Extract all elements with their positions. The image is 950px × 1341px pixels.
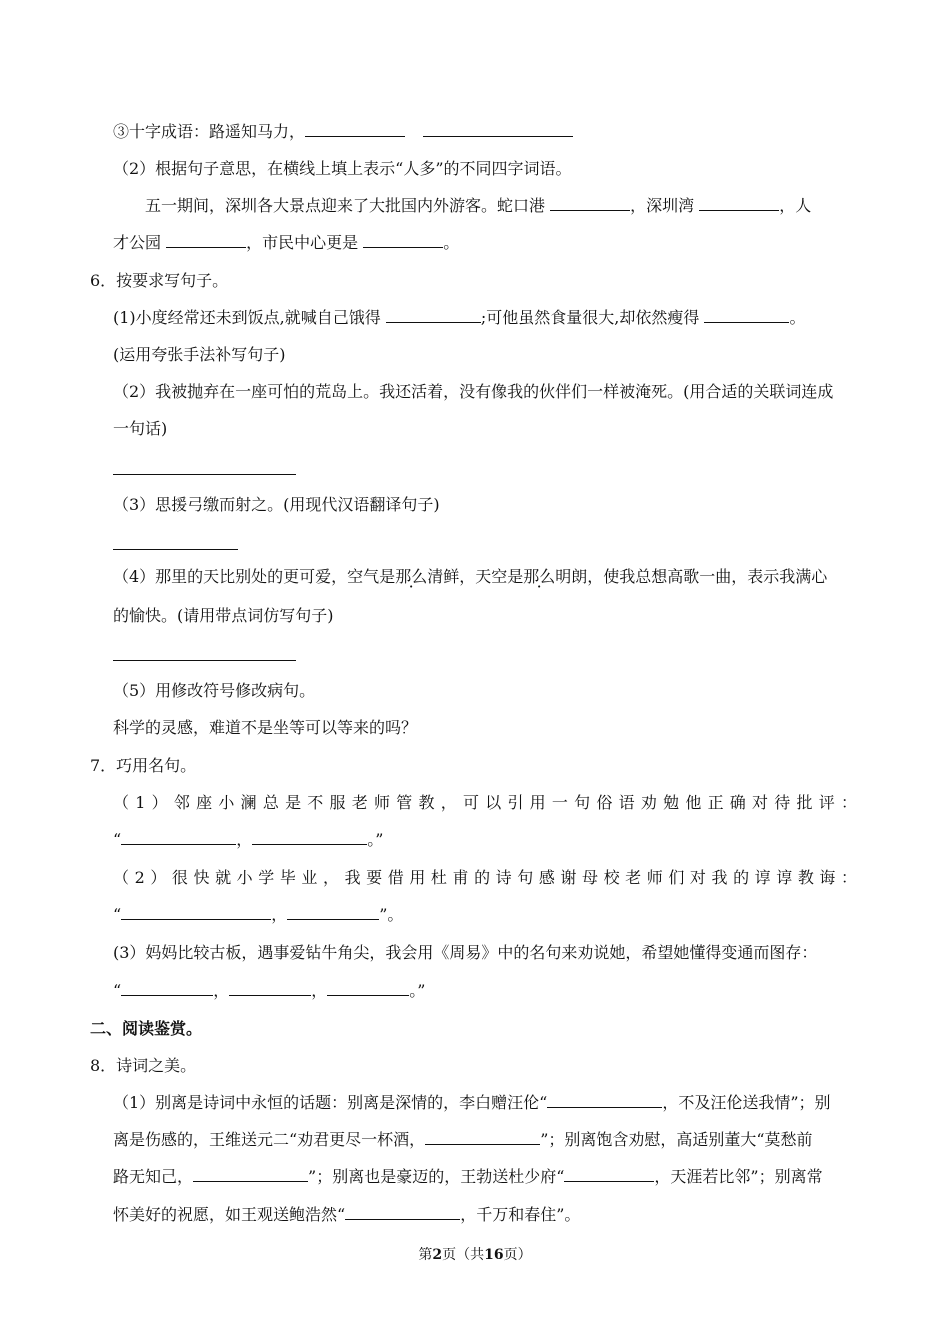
q7-s3: (3）妈妈比较古板，遇事爱钻牛角尖，我会用《周易》中的名句来劝说她，希望她懂得变通而图存： xyxy=(113,943,818,962)
q5-sub2-title: （2）根据句子意思，在横线上填上表示“人多”的不同四字词语。 xyxy=(113,159,572,178)
q7-s1: （1）邻座小澜总是不服老师管教，可以引用一句俗语劝勉他正确对待批评： xyxy=(113,793,857,812)
answer-blank[interactable] xyxy=(121,905,271,920)
answer-blank[interactable] xyxy=(550,196,630,211)
total-pages: 16 xyxy=(484,1247,504,1263)
q6-s1: (1)小度经常还未到饭点,就喊自己饿得 ;可他虽然食量很大,却依然瘦得 。 xyxy=(113,308,806,327)
answer-blank[interactable] xyxy=(363,233,443,248)
answer-blank[interactable] xyxy=(425,1130,540,1145)
answer-blank[interactable] xyxy=(305,122,405,137)
answer-blank[interactable] xyxy=(166,233,246,248)
answer-blank[interactable] xyxy=(564,1167,654,1182)
answer-blank[interactable] xyxy=(287,905,379,920)
q6-s4-line1: （4）那里的天比别处的更可爱，空气是那么清鲜，天空是那么明朗，使我总想高歌一曲，表示我满心 xyxy=(113,567,828,586)
q8-line4: 怀美好的祝愿，如王观送鲍浩然“ ，千万和春住”。 xyxy=(113,1205,581,1224)
q5-sub2-text-2: 才公园 ，市民中心更是 。 xyxy=(113,233,460,252)
answer-line[interactable] xyxy=(113,660,296,661)
answer-blank[interactable] xyxy=(345,1205,460,1220)
q5-sub2-text: 五一期间，深圳各大景点迎来了大批国内外游客。蛇口港 ，深圳湾 ，人 xyxy=(145,196,812,215)
q8-title: 8．诗词之美。 xyxy=(90,1056,197,1075)
answer-blank[interactable] xyxy=(229,981,311,996)
q6-s3: （3）思援弓缴而射之。(用现代汉语翻译句子) xyxy=(113,495,440,514)
q6-title: 6．按要求写句子。 xyxy=(90,271,229,290)
q6-s2-line1: （2）我被抛弃在一座可怕的荒岛上。我还活着，没有像我的伙伴们一样被淹死。(用合适的关联词连成 xyxy=(113,382,834,401)
q7-s2: （2）很快就小学毕业，我要借用杜甫的诗句感谢母校老师们对我的谆谆教诲： xyxy=(113,868,857,887)
page-footer: 第2页（共16页） xyxy=(418,1247,532,1263)
q6-s5-title: （5）用修改符号修改病句。 xyxy=(113,681,316,700)
q7-s1-answer: “ ， 。” xyxy=(113,830,384,849)
answer-blank[interactable] xyxy=(547,1093,662,1108)
q6-s2-line2: 一句话) xyxy=(113,419,168,438)
section-heading: 二、阅读鉴赏。 xyxy=(90,1019,203,1038)
q5-item3: ③十字成语：路遥知马力， xyxy=(113,121,573,143)
q6-s1-note: (运用夸张手法补写句子) xyxy=(113,345,286,364)
q7-s2-answer: “ ， ”。 xyxy=(113,905,404,924)
q6-s4-line2: 的愉快。(请用带点词仿写句子) xyxy=(113,606,334,625)
answer-blank[interactable] xyxy=(121,981,213,996)
q7-title: 7．巧用名句。 xyxy=(90,756,197,775)
answer-blank[interactable] xyxy=(386,308,481,323)
answer-blank[interactable] xyxy=(423,122,573,137)
answer-blank[interactable] xyxy=(327,981,409,996)
emphasis-dots: 那么 xyxy=(395,567,428,586)
q8-line2: 离是伤感的，王维送元二“劝君更尽一杯酒， ”；别离饱含劝慰，高适别董大“莫愁前 xyxy=(113,1130,813,1149)
answer-blank[interactable] xyxy=(704,308,789,323)
answer-line[interactable] xyxy=(113,474,296,475)
emphasis-dots: 那么 xyxy=(523,567,556,586)
answer-line[interactable] xyxy=(113,549,238,550)
answer-blank[interactable] xyxy=(699,196,779,211)
q8-line3: 路无知己， ”；别离也是豪迈的，王勃送杜少府“ ，天涯若比邻”；别离常 xyxy=(113,1167,823,1186)
q7-s3-answer: “ ， ， 。” xyxy=(113,981,426,1000)
page-number: 2 xyxy=(432,1247,443,1263)
q8-line1: （1）别离是诗词中永恒的话题：别离是深情的，李白赠汪伦“ ，不及汪伦送我情”；别 xyxy=(113,1093,831,1112)
answer-blank[interactable] xyxy=(252,830,367,845)
q6-s5-text: 科学的灵感，难道不是坐等可以等来的吗？ xyxy=(113,718,418,737)
answer-blank[interactable] xyxy=(121,830,236,845)
answer-blank[interactable] xyxy=(193,1167,308,1182)
